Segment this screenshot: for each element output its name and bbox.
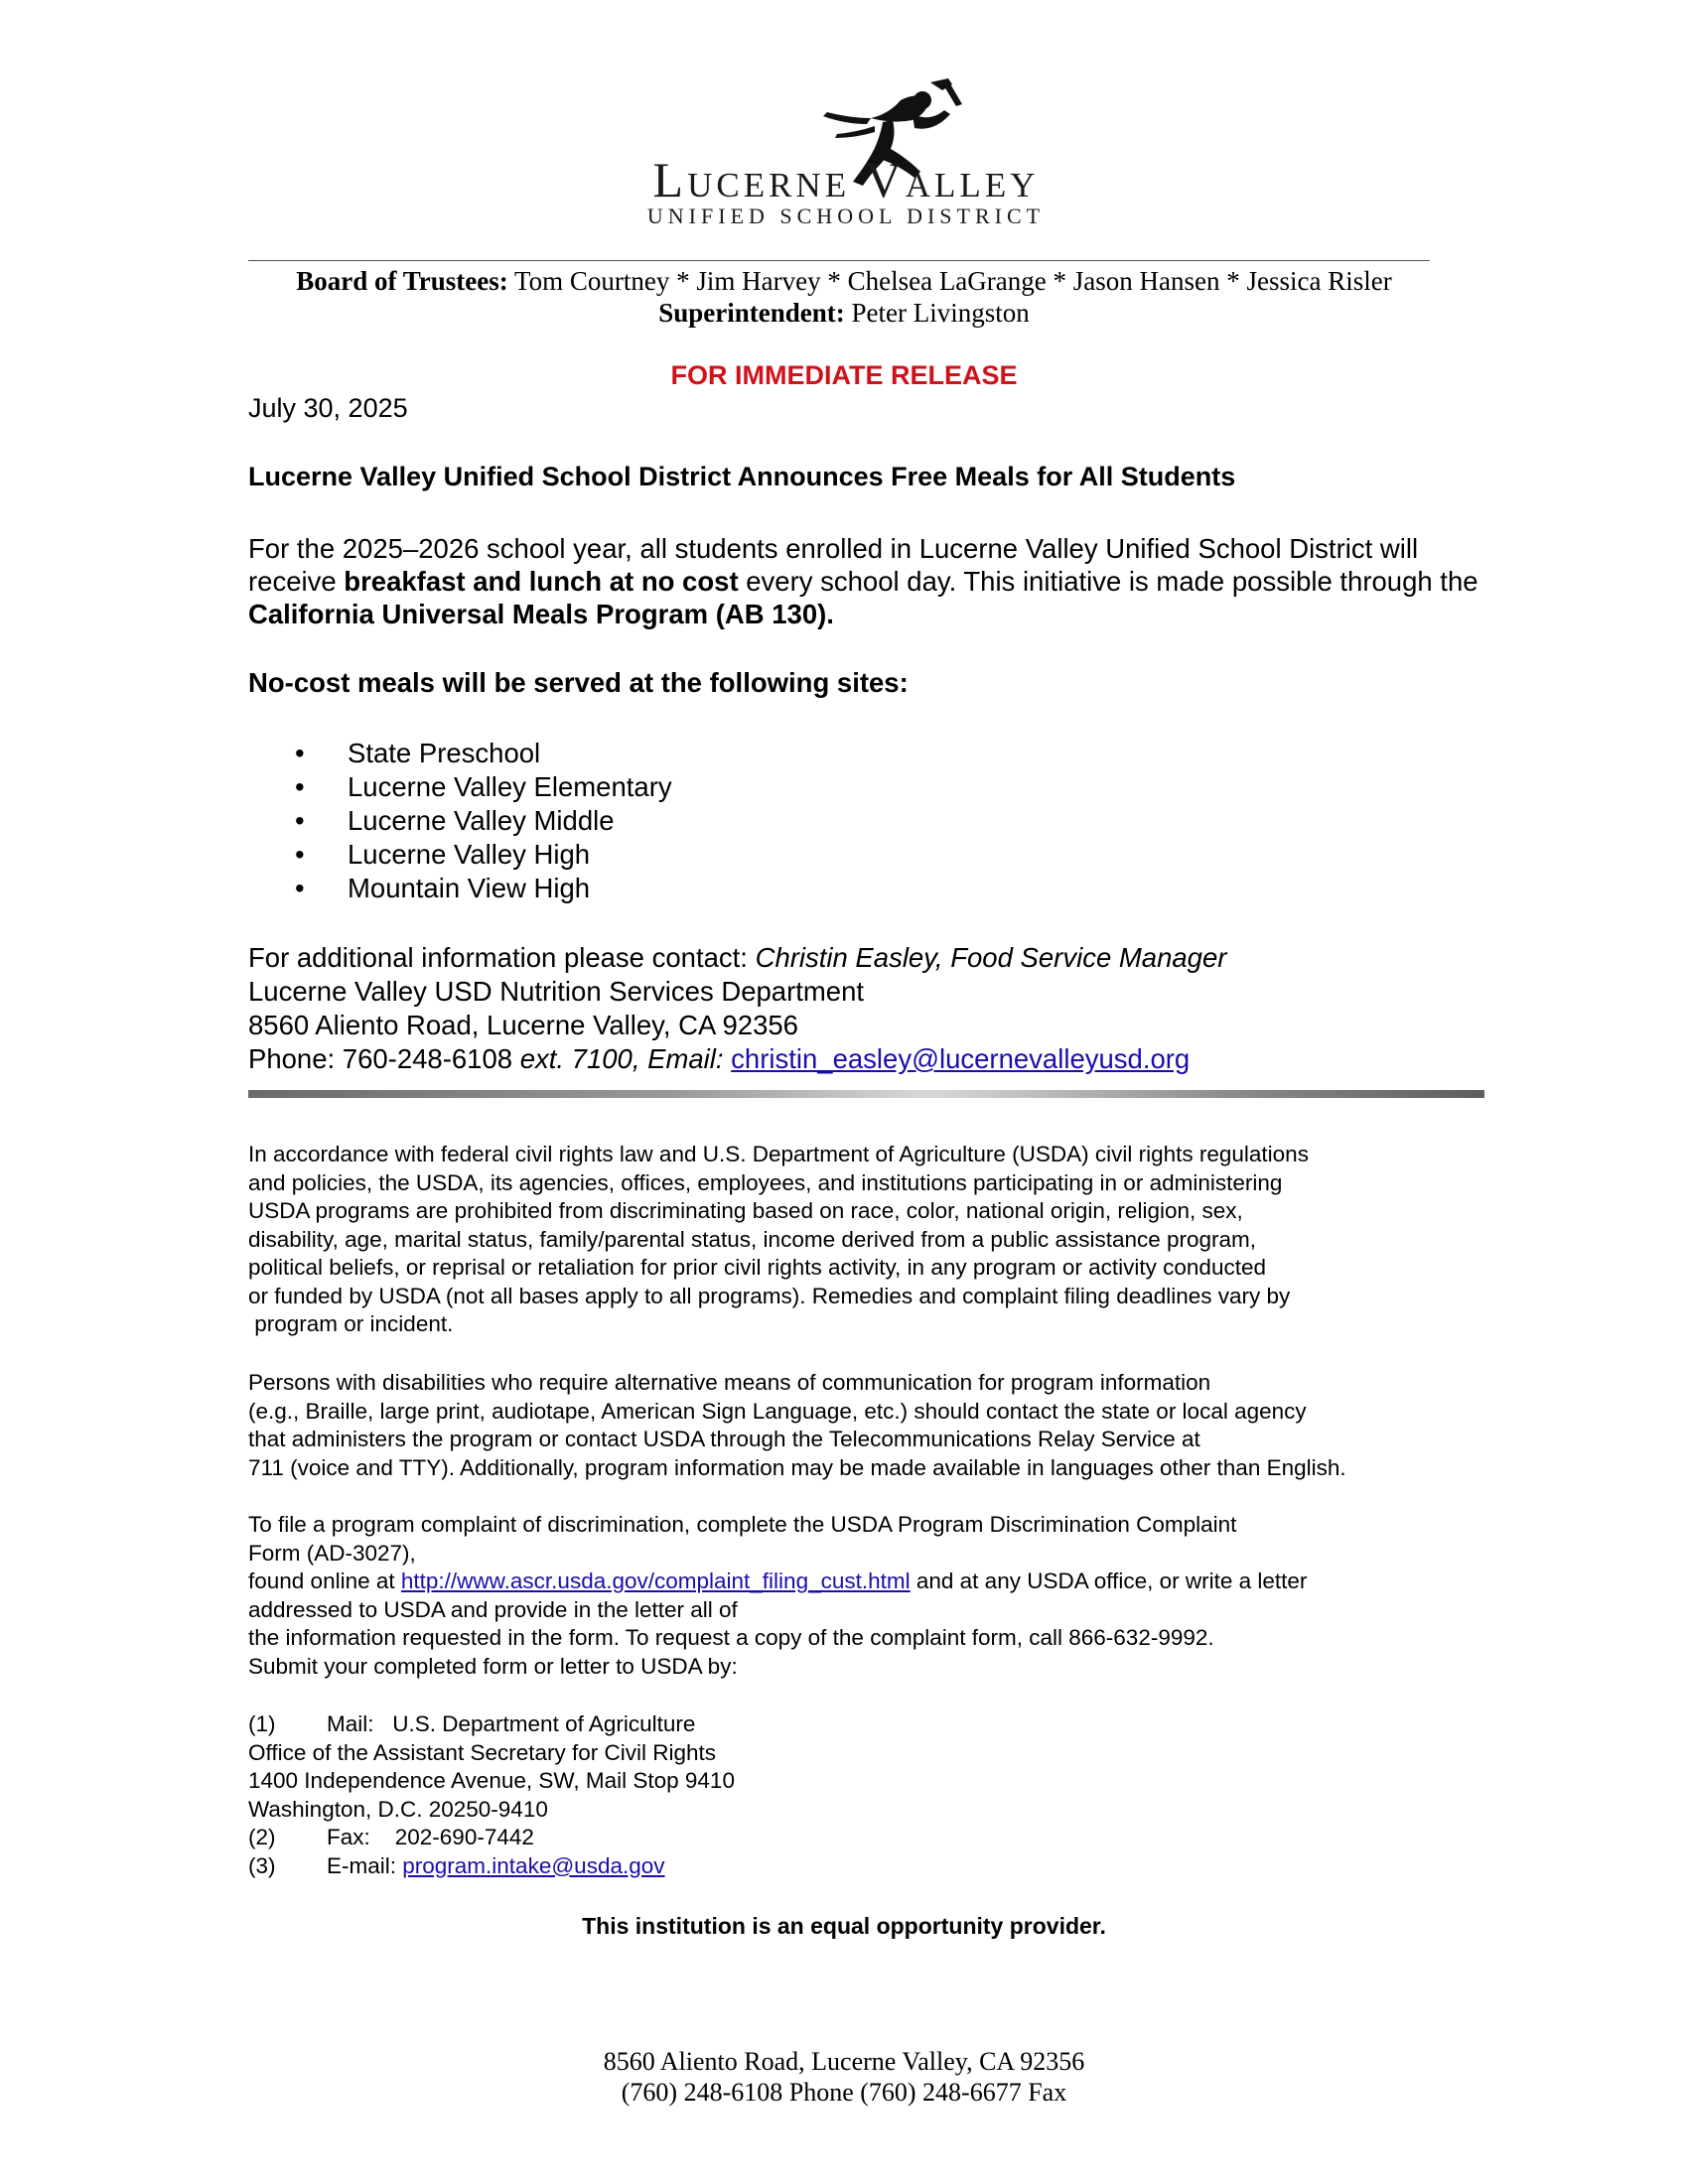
fax-line <box>248 1824 735 1852</box>
list-item <box>248 804 672 838</box>
equal-opportunity-statement: This institution is an equal opportunity provider. <box>582 1913 1106 1939</box>
list-item <box>248 737 672 770</box>
email-label: E-mail: <box>327 1852 403 1878</box>
text-line: and policies, the USDA, its agencies, offices, employees, and institutions participating in or administering <box>248 1169 1283 1195</box>
text-line: 711 (voice and TTY). Additionally, program information may be made available in languages other than English. <box>248 1454 1346 1480</box>
bullet-icon: • <box>295 771 305 802</box>
bullet-icon: • <box>295 805 305 836</box>
usda-email-link[interactable]: program.intake@usda.gov <box>402 1852 665 1878</box>
mail-label: Mail: U.S. Department of Agriculture <box>327 1711 696 1736</box>
item-number: (2) <box>248 1825 276 1849</box>
text-line <box>248 1568 1307 1596</box>
site-name: Lucerne Valley Elementary <box>348 771 672 802</box>
text-line: In accordance with federal civil rights law and U.S. Department of Agriculture (USDA) civil rights regulations <box>248 1142 1309 1166</box>
item-number: (3) <box>248 1852 276 1878</box>
contact-email-link[interactable]: christin_easley@lucernevalleyusd.org <box>731 1043 1191 1074</box>
text-line: USDA programs are prohibited from discriminating based on race, color, national origin, religion, sex, <box>248 1198 1243 1223</box>
contact-phone-line <box>248 1042 1226 1076</box>
intro-paragraph <box>248 532 1499 630</box>
footer-address: 8560 Aliento Road, Lucerne Valley, CA 92356 <box>603 2047 1085 2076</box>
district-logo <box>633 40 1059 228</box>
footer-phone-fax: (760) 248-6108 Phone (760) 248-6677 Fax <box>621 2078 1067 2107</box>
item-number: (1) <box>248 1711 276 1736</box>
text-after-link: and at any USDA office, or write a letter <box>910 1569 1308 1593</box>
intro-bold-2: California Universal Meals Program (AB 130). <box>248 599 834 629</box>
text-line: that administers the program or contact USDA through the Telecommunications Relay Service at <box>248 1427 1200 1451</box>
list-item <box>248 872 672 905</box>
text-line: disability, age, marital status, family/parental status, income derived from a public assistance program, <box>248 1226 1257 1252</box>
complaint-form-link[interactable]: http://www.ascr.usda.gov/complaint_filing_cust.html <box>400 1569 911 1593</box>
text-line: addressed to USDA and provide in the letter all of <box>248 1596 738 1622</box>
email-line <box>248 1852 735 1881</box>
text-line: (e.g., Braille, large print, audiotape, American Sign Language, etc.) should contact the state or local agency <box>248 1398 1307 1424</box>
list-item <box>248 838 672 872</box>
sites-list <box>248 737 672 905</box>
board-of-trustees <box>0 266 1688 297</box>
logo-district-subtitle: UNIFIED SCHOOL DISTRICT <box>646 204 1046 228</box>
intro-text-2: every school day. This initiative is made possible through the <box>738 566 1478 597</box>
contact-intro: For additional information please contact: <box>248 942 756 973</box>
contact-ext: ext. 7100, Email: <box>519 1043 732 1074</box>
contact-person: Christin Easley, Food Service Manager <box>755 942 1227 973</box>
text-line: or funded by USDA (not all bases apply to all programs). Remedies and complaint filing deadlines vary by <box>248 1283 1291 1308</box>
sites-heading: No-cost meals will be served at the following sites: <box>248 667 909 698</box>
header-rule <box>248 260 1430 261</box>
logo-district-name: Lucerne Valley <box>652 152 1040 207</box>
submission-methods <box>248 1710 735 1880</box>
found-online-text: found online at <box>248 1569 401 1593</box>
disabilities-paragraph <box>248 1369 1346 1482</box>
civil-rights-paragraph <box>248 1141 1309 1339</box>
headline: Lucerne Valley Unified School District Announces Free Meals for All Students <box>248 462 1236 491</box>
release-date: July 30, 2025 <box>248 393 408 423</box>
mail-address-line: Office of the Assistant Secretary for Civil Rights <box>248 1739 717 1765</box>
intro-text-1: For the 2025–2026 school year, all students enrolled in Lucerne Valley Unified School District will receive <box>248 533 1419 597</box>
superintendent <box>0 298 1688 329</box>
release-banner: FOR IMMEDIATE RELEASE <box>670 360 1018 390</box>
text-line: the information requested in the form. To request a copy of the complaint form, call 866-632-9992. <box>248 1625 1214 1650</box>
mail-address-line: Washington, D.C. 20250-9410 <box>248 1796 548 1822</box>
bullet-icon: • <box>295 873 305 903</box>
bullet-icon: • <box>295 839 305 870</box>
site-name: Lucerne Valley Middle <box>348 805 615 836</box>
contact-phone: Phone: 760-248-6108 <box>248 1043 520 1074</box>
section-divider <box>248 1090 1484 1098</box>
text-line: political beliefs, or reprisal or retaliation for prior civil rights activity, in any program or activity conducted <box>248 1255 1266 1280</box>
fax-number: Fax: 202-690-7442 <box>327 1825 534 1849</box>
complaint-paragraph <box>248 1511 1307 1681</box>
text-line: Form (AD-3027), <box>248 1540 416 1566</box>
board-members: Tom Courtney * Jim Harvey * Chelsea LaGrange * Jason Hansen * Jessica Risler <box>514 266 1392 296</box>
mail-line <box>248 1710 735 1739</box>
contact-block <box>248 941 1226 1076</box>
bullet-icon: • <box>295 738 305 768</box>
text-line: program or incident. <box>248 1311 454 1336</box>
contact-line <box>248 941 1226 975</box>
board-label: Board of Trustees: <box>296 266 508 296</box>
text-line: Persons with disabilities who require alternative means of communication for program information <box>248 1370 1211 1395</box>
site-name: Mountain View High <box>348 873 591 903</box>
site-name: Lucerne Valley High <box>348 839 591 870</box>
mail-address-line: 1400 Independence Avenue, SW, Mail Stop 9410 <box>248 1768 735 1793</box>
text-line: To file a program complaint of discrimination, complete the USDA Program Discrimination Complaint <box>248 1512 1237 1537</box>
superintendent-name: Peter Livingston <box>851 298 1030 328</box>
list-item <box>248 770 672 804</box>
text-line: Submit your completed form or letter to USDA by: <box>248 1653 738 1679</box>
site-name: State Preschool <box>348 738 541 768</box>
contact-address: 8560 Aliento Road, Lucerne Valley, CA 92356 <box>248 1010 798 1040</box>
superintendent-label: Superintendent: <box>658 298 845 328</box>
intro-bold-1: breakfast and lunch at no cost <box>344 566 739 597</box>
contact-department: Lucerne Valley USD Nutrition Services Department <box>248 976 865 1007</box>
